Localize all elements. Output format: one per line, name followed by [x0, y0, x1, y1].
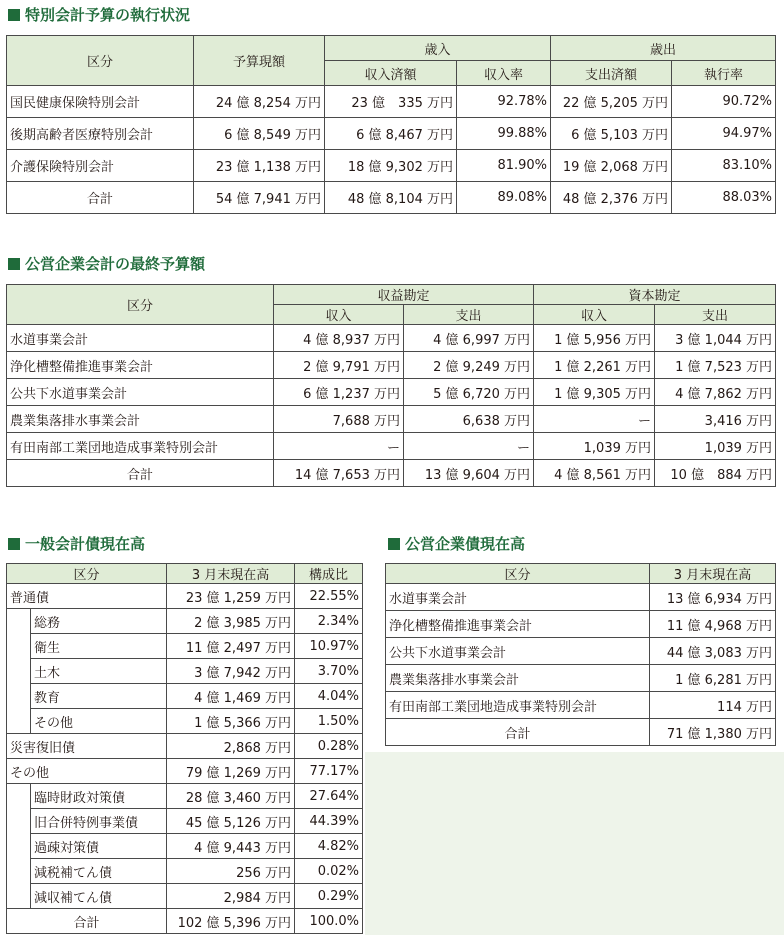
- row-p-in: 4 億 8,937 万円: [274, 325, 404, 352]
- background-band: [365, 752, 784, 935]
- row-rev-done: 6 億 8,467 万円: [325, 118, 457, 150]
- row-c-out: 3,416 万円: [655, 406, 776, 433]
- total-c-in: 4 億 8,561 万円: [534, 460, 655, 487]
- total-name: 合計: [7, 460, 274, 487]
- row-p-out: 6,638 万円: [404, 406, 534, 433]
- general-debt-table: [6, 563, 363, 934]
- row-ratio: 0.29%: [295, 884, 363, 909]
- row-p-out: 5 億 6,720 万円: [404, 379, 534, 406]
- row-rev-done: 23 億 335 万円: [325, 86, 457, 118]
- row-p-in: 6 億 1,237 万円: [274, 379, 404, 406]
- row-name: 浄化槽整備推進事業会計: [7, 352, 274, 379]
- group-name: その他: [7, 759, 167, 784]
- group-amount: 2,868 万円: [167, 734, 295, 759]
- total-name: 合計: [7, 909, 167, 934]
- section-title-special-accounts: [8, 6, 190, 24]
- section-title-text: 一般会計債現在高: [25, 535, 146, 553]
- row-c-out: 1 億 7,523 万円: [655, 352, 776, 379]
- row-p-out: ー: [404, 433, 534, 460]
- row-amount: 256 万円: [167, 859, 295, 884]
- table-row: [7, 709, 363, 734]
- row-ratio: 2.34%: [295, 609, 363, 634]
- row-ratio: 1.50%: [295, 709, 363, 734]
- table-row: [7, 884, 363, 909]
- table-row: [7, 86, 776, 118]
- group-amount: 23 億 1,259 万円: [167, 584, 295, 609]
- section-title-text: 公営企業債現在高: [405, 535, 526, 553]
- total-p-in: 14 億 7,653 万円: [274, 460, 404, 487]
- section-title-public-enterprise: [8, 255, 205, 273]
- table-row: [7, 325, 776, 352]
- indent-spacer: [7, 609, 31, 734]
- row-c-out: 1,039 万円: [655, 433, 776, 460]
- group-ratio: 0.28%: [295, 734, 363, 759]
- row-budget: 23 億 1,138 万円: [194, 150, 325, 182]
- row-rev-rate: 81.90%: [457, 150, 551, 182]
- row-c-in: 1,039 万円: [534, 433, 655, 460]
- group-row: [7, 584, 363, 609]
- row-amount: 13 億 6,934 万円: [650, 584, 776, 611]
- row-exp-rate: 94.97%: [672, 118, 776, 150]
- group-row: [7, 734, 363, 759]
- row-name: 土木: [31, 659, 167, 684]
- group-name: 普通債: [7, 584, 167, 609]
- header-amount: 3 月末現在高: [167, 564, 295, 584]
- row-amount: 3 億 7,942 万円: [167, 659, 295, 684]
- total-c-out: 10 億 884 万円: [655, 460, 776, 487]
- row-name: 後期高齢者医療特別会計: [7, 118, 194, 150]
- row-exp-rate: 90.72%: [672, 86, 776, 118]
- row-c-out: 4 億 7,862 万円: [655, 379, 776, 406]
- table-row: [386, 665, 776, 692]
- header-capital-out: 支出: [655, 305, 776, 325]
- table-row: [7, 809, 363, 834]
- row-name: 介護保険特別会計: [7, 150, 194, 182]
- table-row: [386, 611, 776, 638]
- public-enterprise-table: [6, 284, 776, 487]
- row-name: 有田南部工業団地造成事業特別会計: [386, 692, 650, 719]
- row-name: 臨時財政対策債: [31, 784, 167, 809]
- special-accounts-table-wrap: [6, 35, 776, 214]
- group-ratio: 77.17%: [295, 759, 363, 784]
- row-amount: 45 億 5,126 万円: [167, 809, 295, 834]
- row-rev-done: 18 億 9,302 万円: [325, 150, 457, 182]
- row-p-out: 4 億 6,997 万円: [404, 325, 534, 352]
- row-amount: 11 億 2,497 万円: [167, 634, 295, 659]
- row-ratio: 4.04%: [295, 684, 363, 709]
- row-amount: 4 億 9,443 万円: [167, 834, 295, 859]
- row-amount: 114 万円: [650, 692, 776, 719]
- enterprise-debt-table: [385, 563, 776, 746]
- row-name: 公共下水道事業会計: [386, 638, 650, 665]
- row-c-out: 3 億 1,044 万円: [655, 325, 776, 352]
- section-title-text: 特別会計予算の執行状況: [25, 6, 191, 24]
- table-row: [7, 659, 363, 684]
- row-name: 浄化槽整備推進事業会計: [386, 611, 650, 638]
- total-row: [7, 182, 776, 214]
- total-amount: 102 億 5,396 万円: [167, 909, 295, 934]
- row-name: 過疎対策債: [31, 834, 167, 859]
- row-name: 減収補てん債: [31, 884, 167, 909]
- row-p-in: ー: [274, 433, 404, 460]
- row-name: 水道事業会計: [7, 325, 274, 352]
- total-budget: 54 億 7,941 万円: [194, 182, 325, 214]
- total-row: [7, 909, 363, 934]
- group-row: [7, 759, 363, 784]
- table-row: [386, 584, 776, 611]
- table-row: [7, 118, 776, 150]
- row-rev-rate: 99.88%: [457, 118, 551, 150]
- section-title-general-debt: [8, 535, 145, 553]
- table-row: [7, 150, 776, 182]
- row-ratio: 4.82%: [295, 834, 363, 859]
- table-row: [386, 638, 776, 665]
- row-p-in: 7,688 万円: [274, 406, 404, 433]
- total-exp-done: 48 億 2,376 万円: [551, 182, 672, 214]
- row-ratio: 0.02%: [295, 859, 363, 884]
- total-name: 合計: [7, 182, 194, 214]
- header-rev-rate: 収入率: [457, 61, 551, 86]
- header-budget: 予算現額: [194, 36, 325, 86]
- total-row: [7, 460, 776, 487]
- header-capital: 資本勘定: [534, 285, 776, 305]
- header-kubun: 区分: [7, 564, 167, 584]
- row-name: 水道事業会計: [386, 584, 650, 611]
- group-name: 災害復旧債: [7, 734, 167, 759]
- row-ratio: 10.97%: [295, 634, 363, 659]
- row-name: 農業集落排水事業会計: [7, 406, 274, 433]
- header-exp-rate: 執行率: [672, 61, 776, 86]
- row-name: 衛生: [31, 634, 167, 659]
- group-ratio: 22.55%: [295, 584, 363, 609]
- group-amount: 79 億 1,269 万円: [167, 759, 295, 784]
- row-name: 教育: [31, 684, 167, 709]
- table-row: [7, 609, 363, 634]
- total-row: [386, 719, 776, 746]
- table-row: [7, 859, 363, 884]
- row-name: 公共下水道事業会計: [7, 379, 274, 406]
- table-row: [386, 692, 776, 719]
- total-rev-done: 48 億 8,104 万円: [325, 182, 457, 214]
- row-amount: 1 億 5,366 万円: [167, 709, 295, 734]
- row-amount: 2,984 万円: [167, 884, 295, 909]
- row-ratio: 44.39%: [295, 809, 363, 834]
- row-amount: 28 億 3,460 万円: [167, 784, 295, 809]
- header-revenue: 歳入: [325, 36, 551, 61]
- enterprise-debt-table-wrap: [385, 563, 776, 746]
- table-row: [7, 784, 363, 809]
- general-debt-table-wrap: [6, 563, 363, 934]
- row-c-in: ー: [534, 406, 655, 433]
- header-rev-done: 収入済額: [325, 61, 457, 86]
- row-rev-rate: 92.78%: [457, 86, 551, 118]
- row-p-in: 2 億 9,791 万円: [274, 352, 404, 379]
- row-p-out: 2 億 9,249 万円: [404, 352, 534, 379]
- square-bullet-icon: [8, 258, 20, 270]
- row-amount: 2 億 3,985 万円: [167, 609, 295, 634]
- row-exp-done: 6 億 5,103 万円: [551, 118, 672, 150]
- row-c-in: 1 億 5,956 万円: [534, 325, 655, 352]
- square-bullet-icon: [388, 538, 400, 550]
- header-ratio: 構成比: [295, 564, 363, 584]
- table-row: [7, 684, 363, 709]
- header-kubun: 区分: [7, 36, 194, 86]
- row-budget: 6 億 8,549 万円: [194, 118, 325, 150]
- square-bullet-icon: [8, 538, 20, 550]
- special-accounts-table: [6, 35, 776, 214]
- row-ratio: 3.70%: [295, 659, 363, 684]
- table-row: [7, 433, 776, 460]
- header-profit-in: 収入: [274, 305, 404, 325]
- square-bullet-icon: [8, 9, 20, 21]
- table-row: [7, 406, 776, 433]
- header-profit: 収益勘定: [274, 285, 534, 305]
- row-budget: 24 億 8,254 万円: [194, 86, 325, 118]
- row-exp-done: 22 億 5,205 万円: [551, 86, 672, 118]
- row-exp-rate: 83.10%: [672, 150, 776, 182]
- row-name: 総務: [31, 609, 167, 634]
- public-enterprise-table-wrap: [6, 284, 776, 487]
- row-c-in: 1 億 2,261 万円: [534, 352, 655, 379]
- total-ratio: 100.0%: [295, 909, 363, 934]
- row-name: 有田南部工業団地造成事業特別会計: [7, 433, 274, 460]
- row-name: 旧合併特例事業債: [31, 809, 167, 834]
- row-amount: 1 億 6,281 万円: [650, 665, 776, 692]
- row-amount: 4 億 1,469 万円: [167, 684, 295, 709]
- header-kubun: 区分: [386, 564, 650, 584]
- table-row: [7, 352, 776, 379]
- section-title-text: 公営企業会計の最終予算額: [25, 255, 206, 273]
- row-name: 減税補てん債: [31, 859, 167, 884]
- section-title-enterprise-debt: [388, 535, 525, 553]
- table-row: [7, 634, 363, 659]
- total-exp-rate: 88.03%: [672, 182, 776, 214]
- total-rev-rate: 89.08%: [457, 182, 551, 214]
- row-name: 農業集落排水事業会計: [386, 665, 650, 692]
- row-name: その他: [31, 709, 167, 734]
- row-exp-done: 19 億 2,068 万円: [551, 150, 672, 182]
- total-name: 合計: [386, 719, 650, 746]
- header-capital-in: 収入: [534, 305, 655, 325]
- row-ratio: 27.64%: [295, 784, 363, 809]
- row-name: 国民健康保険特別会計: [7, 86, 194, 118]
- row-amount: 44 億 3,083 万円: [650, 638, 776, 665]
- header-amount: 3 月末現在高: [650, 564, 776, 584]
- header-expenditure: 歳出: [551, 36, 776, 61]
- header-profit-out: 支出: [404, 305, 534, 325]
- row-amount: 11 億 4,968 万円: [650, 611, 776, 638]
- total-amount: 71 億 1,380 万円: [650, 719, 776, 746]
- table-row: [7, 834, 363, 859]
- indent-spacer: [7, 784, 31, 909]
- table-row: [7, 379, 776, 406]
- total-p-out: 13 億 9,604 万円: [404, 460, 534, 487]
- row-c-in: 1 億 9,305 万円: [534, 379, 655, 406]
- header-exp-done: 支出済額: [551, 61, 672, 86]
- header-kubun: 区分: [7, 285, 274, 325]
